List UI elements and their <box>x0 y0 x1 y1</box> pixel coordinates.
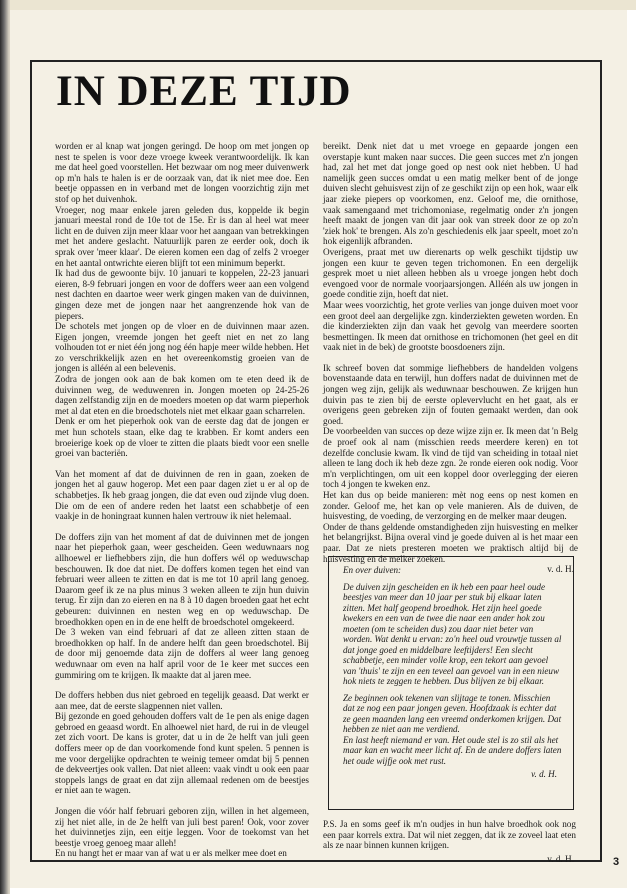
author-signature: v. d. H. <box>531 769 557 779</box>
postscript-text: P.S. Ja en soms geef ik m'n oudjes in hun halve broedhok ook nog een paar korrels extra. Dat wil niet zeggen, dat ik ze zoveel laat eten als ze naar binnen kunnen krijgen. <box>323 819 576 851</box>
paragraph: Maar wees voorzichtig, het grote verlies van jonge duiven moet voor een groot deel aan dergelijke zgn. kinderziekten geweten worden. En die kinderziekten zijn dan vaak het gevolg van meerdere soorten besmettingen. Ik meen dat ornithose en trichomonen (het geel en dit vaak niet in de bek) de grootste boosdoeners zijn. <box>323 299 578 353</box>
sidebar-paragraph: En over duiven: <box>343 565 402 575</box>
paragraph: En nu hangt het er maar van af wat u er als melker mee doet en <box>55 848 287 859</box>
paragraph: worden er al knap wat jongen geringd. De hoop om met jongen op nest te spelen is voor deze vroege kweek verantwoordelijk. Ik kan me dat heel goed voorstellen. Het bezwaar om nog meer duivenwerk op m'n hals te halen is er de oorzaak van, dat ik niet mee doe. Een beetje oppassen en in verband met de longen voorzichtig zijn met stof op het duivenhok. <box>55 141 309 204</box>
sidebar-paragraph: En last heeft niemand er van. Het oude stel is zo stil als het maar kan en wacht meer licht af. En de andere doffers laten het oude wijfje ook met rust. <box>343 734 562 766</box>
paragraph: Vroeger, nog maar enkele jaren geleden dus, koppelde ik begin januari meestal rond de 10e tot de 15e. Er is dan al heel wat meer licht en de duiven zijn meer klaar voor het aangaan van betrekkingen met het andere geslacht. Natuurlijk paren ze eerder ook, doch ik sprak over 'meer klaar'. De eieren komen een dag of zelfs 2 vroeger en het aantal ontwrichte eieren blijft tot een minimum beperkt. <box>55 204 309 268</box>
page-number: 3 <box>613 856 620 868</box>
paragraph: Zodra de jongen ook aan de bak komen om te eten deed ik de duivinnen weg, de weduwenren in. Jongen moeten op 24-25-26 dagen zelfstandig zijn en de moeders moeten op dat warm pieperhok met al dat eten en die broedschotels niet met elkaar gaan scharrelen. <box>55 374 309 416</box>
sidebar-paragraph: De duiven zijn gescheiden en ik heb een paar heel oude beestjes van meer dan 10 jaar per stuk bij elkaar laten zitten. Met half geopend broedhok. Het zijn heel goede kwekers en een van de twee die naar een ander hok zou moeten (om te scheiden dus) zou daar niet beter van worden. Wat denkt u ervan: zo'n heel oud vrouwtje tussen al dat jonge goed en middelbare leeftijders! Een slecht schabbetje, een minder volle krop, een tekort aan gevoel van 'thuis' te zijn en een teveel aan gevoel van in een nieuw hok niets te zeggen te hebben. Dus blijven ze bij elkaar. <box>343 581 562 686</box>
paragraph: Onder de thans geldende omstandigheden zijn huisvesting en melker het belangrijkst. Bijna overal vind je goede duiven al is het maar een paar. Dat ze niets presteren moeten we praktisch altijd bij de huisvesting en de melker zoeken. <box>323 521 578 564</box>
paragraph: Het kan dus op beide manieren: mèt nog eens op nest komen en zonder. Geloof me, het kan op vele manieren. Als de duiven, de huisvesting, de voeding, de verzorging en de melker maar deugen. <box>323 490 578 522</box>
paragraph: bereikt. Denk niet dat u met vroege en gepaarde jongen een overstapje kunt maken naar succes. Die geen succes met z'n jongen had, zal het met dat jonge goed op nest ook niet hebben. U had namelijk geen succes omdat u een matig melker bent of de jonge duiven slecht gehuisvest zijn of ze geschikt zijn op een hok, waar elk jaar zieke piepers op voorkomen, enz. Geloof me, die ornithose, vaak samengaand met trichomoniase, regelmatig onder z'n jongen heeft maakt de jongen van dit jaar ook van streek door ze op zo'n 'ziek hok' te brengen. Als zo'n geschiedenis elk jaar speelt, moet zo'n hok eigenlijk afbranden. <box>323 141 578 247</box>
sidebar-paragraph: Ze beginnen ook tekenen van slijtage te tonen. Misschien dat ze nog een paar jongen geven. Hoofdzaak is echter dat ze geen maanden lang een vreemd onderkomen krijgen. Dat hebben ze niet aan me verdiend. <box>343 692 562 734</box>
paragraph: Bij gezonde en goed gehouden doffers valt de 1e pen als enige dagen gebroed en geaasd wordt. En alhoewel niet hard, de rui in de vleugel zet zich voort. De kans is groter, dat u in de 2e helft van juli geen doffers meer op de dan voorkomende fond kunt spelen. 5 pennen is me voor dergelijke opdrachten te weinig temeer omdat bij 5 pennen de dekveertjes ook vallen. Dat niet alleen: vaak vindt u ook een paar stoppels langs de graat en dat zijn allemaal redenen om de beestjes er niet aan te wagen. <box>55 711 309 796</box>
paragraph: Ik had dus de gewoonte bijv. 10 januari te koppelen, 22-23 januari eieren, 8-9 februari jongen en voor de doffers weer aan een volgend nest dachten en daartoe weer werk gingen maken van de duivinnen, gingen deze met de jongen naar het aangrenzende hok van de piepers. <box>55 268 309 321</box>
paragraph: Overigens, praat met uw dierenarts op welk geschikt tijdstip uw jongen een kuur te geven tegen trichomonen. En een dergelijk gesprek moet u niet alleen hebben als u vroege jongen hebt doch evengoed voor de normale voorjaarsjongen. Alléén als uw jongen in goede conditie zijn, hoeft dat niet. <box>323 246 578 300</box>
paragraph: De voorbeelden van succes op deze wijze zijn er. Ik meen dat 'n Belg de proef ook al nam (misschien reeds meerdere keren) en tot dezelfde conclusie kwam. Ik vind de tijd van scheiding in totaal niet alleen te lang doch ik heb deze zgn. 2e ronde eieren ook nodig. Voor m'n verplichtingen, om uit een koppel door overlegging der eieren toch 4 jongen te kweken enz. <box>323 426 578 490</box>
paragraph: De 3 weken van eind februari af dat ze alleen zitten staan de broedhokken op half. In de andere helft dan geen broedschotel. Bij de door mij genoemde data zijn de doffers al weer lang genoeg weduwnaar om even na half april voor de 1e keer met succes een gummiring om te krijgen. Ik maakte dat al jaren mee. <box>55 627 309 680</box>
scan-edge-top <box>10 0 636 10</box>
postscript-signature: v. d. H. <box>547 853 574 864</box>
paragraph: De doffers hebben dus niet gebroed en tegelijk geaasd. Dat werkt er aan mee, dat de eerste slagpennen niet vallen. <box>55 690 309 711</box>
author-signature: v. d. H. <box>547 564 574 575</box>
paragraph: De doffers zijn van het moment af dat de duivinnen met de jongen naar het pieperhok gaan, weer gescheiden. Geen weduwnaars nog allhoewel er liefhebbers zijn, die hun doffers wél op weduwschap beschouwen. Ik doe dat niet. De doffers komen tegen het eind van februari weer alleen te zitten en dat is me tot 10 april lang genoeg. Daarom geef ik ze na plus minus 3 weken alleen te zijn hun duivin terug. Er zijn dan zo eieren en na 8 à 10 dagen broeden gaat het echt gebeuren: duivinnen en nesten weg en op weduwschap. De broedhokken open en in de ene helft de broedschotel omgekeerd. <box>55 531 309 627</box>
paragraph: Ik schreef boven dat sommige liefhebbers de handelden volgens bovenstaande data en terwijl, hun doffers nadat de duivinnen met de jongen weg zijn, gelijk als weduwnaar beschouwen. Ze krijgen hun duivin pas te zien bij de eerste oplevervlucht en het gaat, als er overigens geen gebreken zijn of fouten gemaakt werden, dan ook goed. <box>323 362 578 426</box>
paragraph: De schotels met jongen op de vloer en de duivinnen maar azen. Eigen jongen, vreemde jongen het geeft niet en net zo lang volhouden tot er niet één jong nog één hapje meer wilde hebben. Het zo verschrikkelijk azen en het overeenkomstig groeien van de jongen is alléén al een belevenis. <box>55 321 309 374</box>
paragraph: Denk er om het pieperhok ook van de eerste dag dat de jongen er met hun schotels staan, elke dag te krabben. Er komt anders een broeierige koek op de vloer te zitten die plaats biedt voor een snelle groei van bacteriën. <box>55 416 309 459</box>
scan-edge-left <box>0 0 10 894</box>
paragraph: Jongen die vóór half februari geboren zijn, willen in het algemeen, zij het niet alle, in de 2e helft van juli best paren! Ook, voor zover het duivinnetjes zijn, een eitje leggen. Voor de toekomst van het beestje vroeg genoeg maar alleh! <box>55 806 309 848</box>
sidebar-box <box>328 556 574 810</box>
article-title: IN DEZE TIJD <box>56 68 352 115</box>
left-text-column <box>55 141 309 859</box>
paragraph: Van het moment af dat de duivinnen de ren in gaan, zoeken de jongen het al gauw hogerop. Met een paar dagen ziet u er al op de schabbetjes. Ik heb graag jongen, die dat even oud zijnde vlug doen. Die om de een of andere reden het laatst een schabbetje of een vaakje in de honingraat kunnen halen vertrouw ik niet helemaal. <box>55 468 309 522</box>
postscript <box>323 819 576 864</box>
right-text-column <box>323 141 578 575</box>
